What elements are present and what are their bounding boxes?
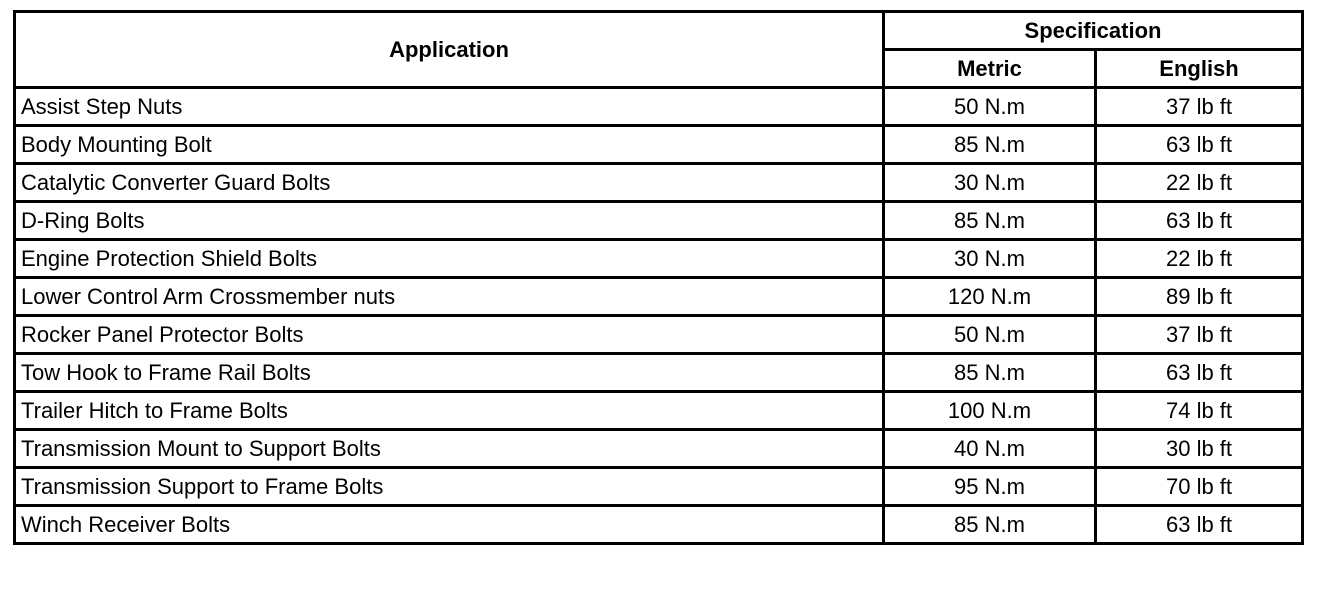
application-cell: Body Mounting Bolt	[15, 126, 884, 164]
english-cell: 37 lb ft	[1096, 88, 1303, 126]
metric-cell: 50 N.m	[884, 316, 1096, 354]
table-row	[15, 468, 1303, 506]
application-cell: D-Ring Bolts	[15, 202, 884, 240]
metric-cell: 120 N.m	[884, 278, 1096, 316]
table-row	[15, 126, 1303, 164]
metric-cell: 100 N.m	[884, 392, 1096, 430]
english-cell: 37 lb ft	[1096, 316, 1303, 354]
application-cell: Transmission Support to Frame Bolts	[15, 468, 884, 506]
metric-cell: 85 N.m	[884, 126, 1096, 164]
header-row-top	[15, 12, 1303, 50]
metric-header: Metric	[884, 50, 1096, 88]
metric-cell: 85 N.m	[884, 202, 1096, 240]
fastener-torque-table	[13, 10, 1304, 545]
specification-header: Specification	[884, 12, 1303, 50]
english-cell: 63 lb ft	[1096, 126, 1303, 164]
metric-cell: 85 N.m	[884, 354, 1096, 392]
english-cell: 22 lb ft	[1096, 164, 1303, 202]
metric-cell: 40 N.m	[884, 430, 1096, 468]
metric-cell: 30 N.m	[884, 240, 1096, 278]
english-cell: 30 lb ft	[1096, 430, 1303, 468]
application-cell: Trailer Hitch to Frame Bolts	[15, 392, 884, 430]
table-row	[15, 316, 1303, 354]
table-row	[15, 354, 1303, 392]
metric-cell: 50 N.m	[884, 88, 1096, 126]
table-row	[15, 506, 1303, 544]
application-cell: Engine Protection Shield Bolts	[15, 240, 884, 278]
application-cell: Tow Hook to Frame Rail Bolts	[15, 354, 884, 392]
english-cell: 63 lb ft	[1096, 354, 1303, 392]
english-header: English	[1096, 50, 1303, 88]
application-cell: Rocker Panel Protector Bolts	[15, 316, 884, 354]
table-row	[15, 278, 1303, 316]
application-cell: Transmission Mount to Support Bolts	[15, 430, 884, 468]
table-row	[15, 430, 1303, 468]
application-cell: Winch Receiver Bolts	[15, 506, 884, 544]
application-cell: Lower Control Arm Crossmember nuts	[15, 278, 884, 316]
metric-cell: 30 N.m	[884, 164, 1096, 202]
table-row	[15, 88, 1303, 126]
table-row	[15, 202, 1303, 240]
table-row	[15, 240, 1303, 278]
table-row	[15, 392, 1303, 430]
english-cell: 70 lb ft	[1096, 468, 1303, 506]
table-body	[15, 88, 1303, 544]
english-cell: 63 lb ft	[1096, 506, 1303, 544]
application-cell: Catalytic Converter Guard Bolts	[15, 164, 884, 202]
table-header	[15, 12, 1303, 88]
metric-cell: 85 N.m	[884, 506, 1096, 544]
metric-cell: 95 N.m	[884, 468, 1096, 506]
table-row	[15, 164, 1303, 202]
application-header: Application	[15, 12, 884, 88]
english-cell: 89 lb ft	[1096, 278, 1303, 316]
application-cell: Assist Step Nuts	[15, 88, 884, 126]
english-cell: 74 lb ft	[1096, 392, 1303, 430]
english-cell: 63 lb ft	[1096, 202, 1303, 240]
english-cell: 22 lb ft	[1096, 240, 1303, 278]
